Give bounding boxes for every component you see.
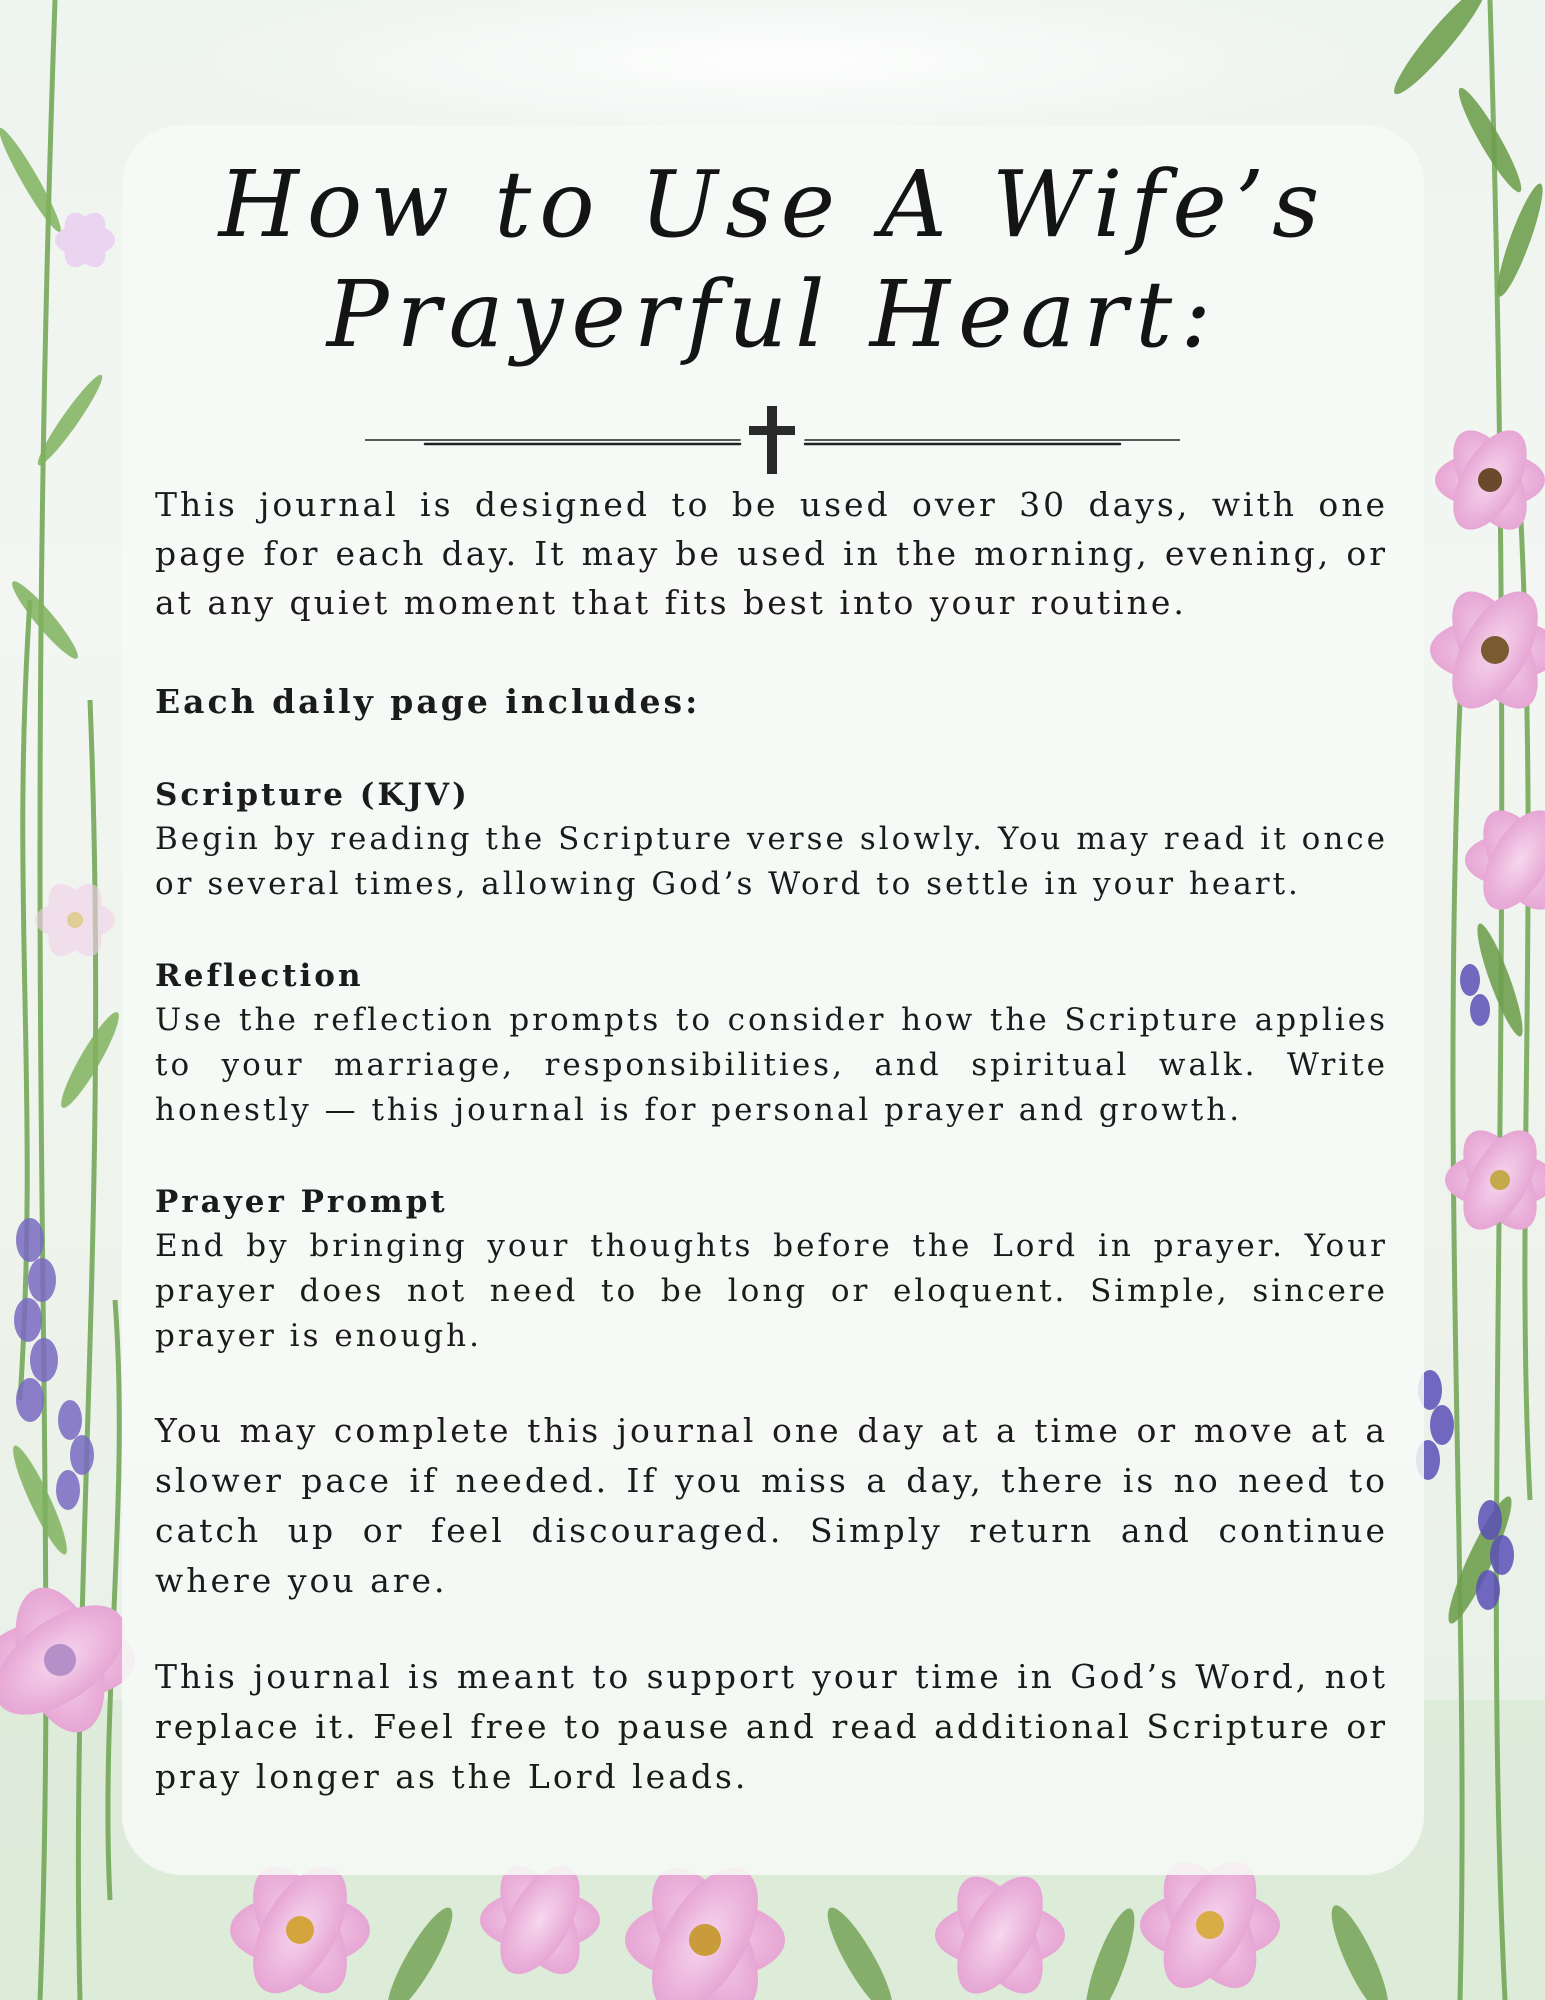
section-text-reflection: Use the reflection prompts to consider how the Scripture applies to your marriage, responsibilities, and spiritual walk. Write honestly — this journal is for personal prayer and growth. (155, 1002, 1388, 1128)
section-text-scripture: Begin by reading the Scripture verse slowly. You may read it once or several times, allowing God’s Word to settle in your heart. (155, 821, 1388, 902)
title-line-2: Prayerful Heart: (326, 261, 1220, 368)
content-body (155, 480, 1388, 1848)
section-heading-scripture: Scripture (KJV) (155, 777, 470, 813)
intro-paragraph: This journal is designed to be used over 30 days, with one page for each day. It may be used in the morning, evening, or at any quiet moment that fits best into your routine. (155, 485, 1388, 622)
closing-paragraph-pace: You may complete this journal one day at a time or move at a slower pace if needed. If you miss a day, there is no need to catch up or feel discouraged. Simply return and continue where you are. (155, 1411, 1388, 1600)
cross-icon (749, 406, 795, 474)
title-line-1: How to Use A Wife’s (218, 151, 1328, 258)
section-heading-reflection: Reflection (155, 958, 364, 994)
section-text-prayer-prompt: End by bringing your thoughts before the Lord in prayer. Your prayer does not need to be long or eloquent. Simple, sincere prayer is enough. (155, 1228, 1388, 1354)
page-title (122, 150, 1424, 370)
includes-heading: Each daily page includes: (155, 682, 701, 721)
closing-paragraph-support: This journal is meant to support your time in God’s Word, not replace it. Feel free to pause and read additional Scripture or pray longer as the Lord leads. (155, 1657, 1388, 1796)
cross-divider (365, 400, 1180, 480)
section-heading-prayer-prompt: Prayer Prompt (155, 1184, 448, 1220)
